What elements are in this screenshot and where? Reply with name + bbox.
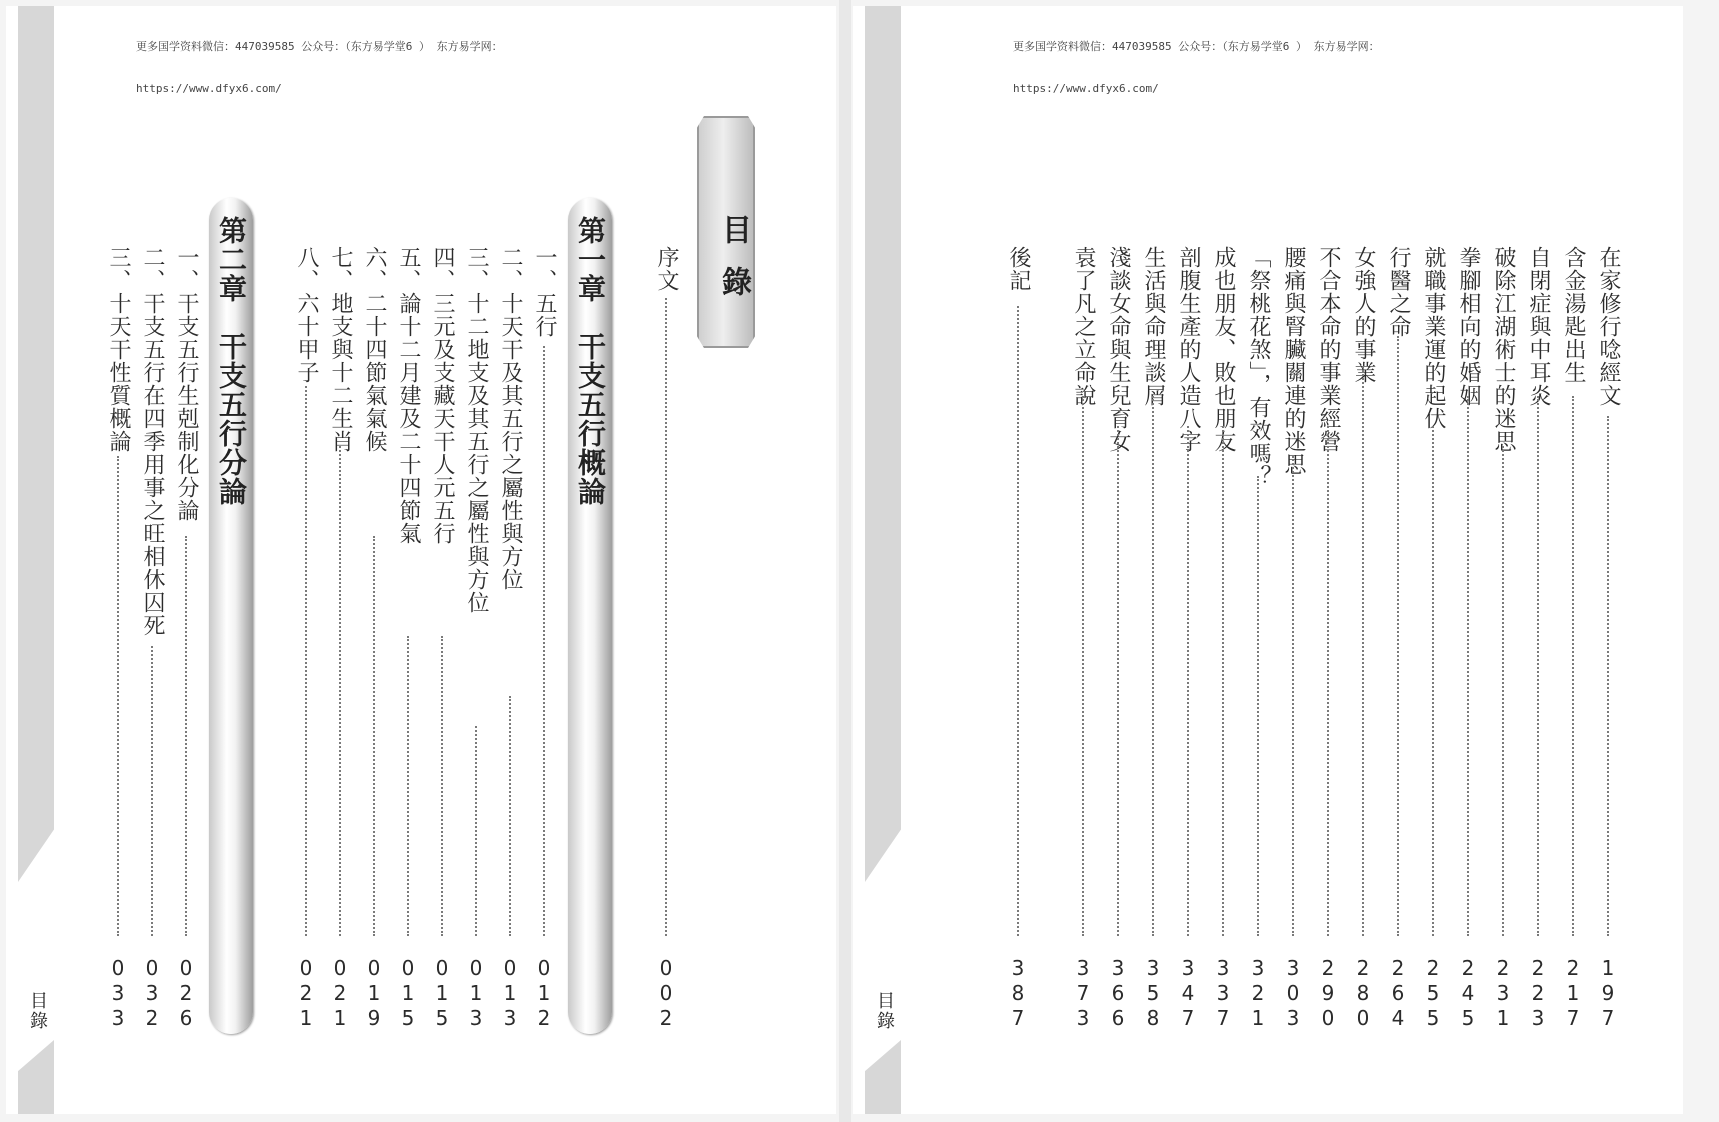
toc-entry-page: 026 [174,956,198,1031]
toc-entry[interactable] [461,246,491,1031]
toc-entry-title: 五、論十二月建及二十四節氣 [396,246,421,545]
toc-entry[interactable] [103,246,133,1031]
toc-entry[interactable] [291,246,321,1031]
toc-entry-page: 012 [532,956,556,1031]
toc-entry-title: 腰痛與腎臟關連的迷思 [1281,246,1306,476]
toc-entry[interactable] [1523,246,1553,1031]
toc-entry-page: 337 [1211,956,1235,1031]
toc-entry[interactable] [1173,246,1203,1031]
leader-dots [1327,426,1329,936]
watermark-line1: 更多国学资料微信：447039585 公众号：（东方易学堂6 ） 东方易学网： [136,40,503,53]
toc-entry-page: 290 [1316,956,1340,1031]
leader-dots [1537,396,1539,936]
toc-entry-page: 231 [1491,956,1515,1031]
side-band-top [865,6,901,882]
toc-entry[interactable] [1138,246,1168,1031]
toc-entry-page: 347 [1176,956,1200,1031]
leader-dots [1117,426,1119,936]
leader-dots [1152,396,1154,936]
toc-entry-page: 015 [396,956,420,1031]
leader-dots [1187,426,1189,936]
toc-entry-page: 217 [1561,956,1585,1031]
toc-entry-title: 淺談女命與生兒育女 [1106,246,1131,453]
leader-dots [665,298,667,936]
watermark [136,12,576,124]
toc-entry-title: 八、六十甲子 [294,246,319,384]
toc-entry-page: 358 [1141,956,1165,1031]
chapter2-title: 第二章 干支五行分論 [215,216,248,506]
toc-entry-page: 373 [1071,956,1095,1031]
toc-entry[interactable] [171,246,201,1031]
leader-dots [305,386,307,936]
toc-entry[interactable] [495,246,525,1031]
toc-entry-page: 387 [1006,956,1030,1031]
toc-entry[interactable] [1418,246,1448,1031]
leader-dots [1432,426,1434,936]
toc-entry[interactable] [1453,246,1483,1031]
toc-entry-page: 013 [498,956,522,1031]
toc-entry-page: 021 [294,956,318,1031]
right-page [853,6,1683,1114]
leader-dots [1502,446,1504,936]
watermark-line2: https://www.dfyx6.com/ [1013,82,1159,95]
toc-entry-title: 剖腹生產的人造八字 [1176,246,1201,453]
toc-entry-page: 021 [328,956,352,1031]
leader-dots [475,726,477,936]
toc-entry-title: 拳腳相向的婚姻 [1456,246,1481,407]
leader-dots [441,636,443,936]
toc-entry-page: 032 [140,956,164,1031]
toc-entry-title: 四、三元及支藏天干人元五行 [430,246,455,545]
page-gutter [839,0,851,1122]
toc-entry-title: 女強人的事業 [1351,246,1376,384]
left-page [6,6,836,1114]
leader-dots [1257,476,1259,936]
leader-dots [117,456,119,936]
toc-entry[interactable] [1208,246,1238,1031]
toc-entry[interactable] [325,246,355,1031]
side-band-top [18,6,54,882]
toc-entry[interactable] [1003,246,1033,1031]
toc-entry[interactable] [1383,246,1413,1031]
toc-entry-title: 三、十天干性質概論 [106,246,131,453]
toc-entry-page: 264 [1386,956,1410,1031]
toc-entry-page: 223 [1526,956,1550,1031]
toc-entry-page: 255 [1421,956,1445,1031]
toc-entry[interactable] [1103,246,1133,1031]
toc-entry-title: 破除江湖術士的迷思 [1491,246,1516,453]
toc-entry-title: 七、地支與十二生肖 [328,246,353,453]
toc-entry-title: 在家修行唸經文 [1596,246,1621,407]
leader-dots [1397,336,1399,936]
toc-entry-title: 行醫之命 [1386,246,1411,338]
leader-dots [1017,306,1019,936]
toc-entry-page: 366 [1106,956,1130,1031]
toc-entry-title: 三、十二地支及其五行之屬性與方位 [464,246,489,614]
toc-entry[interactable] [1313,246,1343,1031]
toc-entry[interactable] [529,246,559,1031]
toc-entry[interactable] [137,246,167,1031]
toc-entry-title: 自閉症與中耳炎 [1526,246,1551,407]
leader-dots [185,536,187,936]
toc-entry-page: 019 [362,956,386,1031]
toc-entry-page: 245 [1456,956,1480,1031]
toc-entry-title: 生活與命理談屑 [1141,246,1166,407]
toc-entry-title: 「祭桃花煞」，有效嗎？ [1246,246,1271,488]
toc-entry-page: 013 [464,956,488,1031]
leader-dots [339,446,341,936]
side-band-bottom [865,1040,901,1114]
toc-entry[interactable] [1243,246,1273,1031]
leader-dots [1467,396,1469,936]
leader-dots [1222,426,1224,936]
toc-entry[interactable] [359,246,389,1031]
chapter1-title: 第一章 干支五行概論 [574,216,607,506]
toc-entry[interactable] [1488,246,1518,1031]
leader-dots [1572,396,1574,936]
folio-label: 目錄 [874,991,895,1031]
toc-entry[interactable] [393,246,423,1031]
toc-entry-title: 一、干支五行生剋制化分論 [174,246,199,522]
toc-entry-title: 就職事業運的起伏 [1421,246,1446,430]
leader-dots [1362,366,1364,936]
toc-entry-page: 280 [1351,956,1375,1031]
toc-entry-title: 不合本命的事業經營 [1316,246,1341,453]
watermark [1013,12,1453,124]
toc-entry-title: 序文 [654,246,679,292]
leader-dots [151,646,153,936]
side-band-bottom [18,1040,54,1114]
toc-entry[interactable] [427,246,457,1031]
toc-entry-title: 成也朋友、敗也朋友 [1211,246,1236,453]
toc-entry-page: 002 [654,956,678,1031]
watermark-line2: https://www.dfyx6.com/ [136,82,282,95]
toc-entry[interactable] [1278,246,1308,1031]
toc-entry-title: 一、五行 [532,246,557,338]
watermark-line1: 更多国学资料微信：447039585 公众号：（东方易学堂6 ） 东方易学网： [1013,40,1380,53]
toc-entry-page: 015 [430,956,454,1031]
toc-entry[interactable] [1558,246,1588,1031]
toc-entry-page: 321 [1246,956,1270,1031]
leader-dots [373,536,375,936]
leader-dots [509,696,511,936]
toc-entry[interactable] [1348,246,1378,1031]
toc-entry-title: 袁了凡之立命說 [1071,246,1096,407]
leader-dots [1607,416,1609,936]
toc-title: 目錄 [716,214,751,318]
leader-dots [543,346,545,936]
leader-dots [1292,456,1294,936]
toc-entry-title: 後記 [1006,246,1031,292]
folio-label: 目錄 [27,991,48,1031]
leader-dots [407,636,409,936]
toc-entry-page: 033 [106,956,130,1031]
toc-entry-title: 含金湯匙出生 [1561,246,1586,384]
toc-entry-page: 197 [1596,956,1620,1031]
toc-entry[interactable] [1068,246,1098,1031]
toc-entry-title: 二、十天干及其五行之屬性與方位 [498,246,523,591]
leader-dots [1082,396,1084,936]
toc-entry-title: 六、二十四節氣氣候 [362,246,387,453]
toc-entry-preface[interactable] [651,246,681,1031]
toc-entry-title: 二、干支五行在四季用事之旺相休囚死 [140,246,165,637]
toc-entry[interactable] [1593,246,1623,1031]
toc-entry-page: 303 [1281,956,1305,1031]
